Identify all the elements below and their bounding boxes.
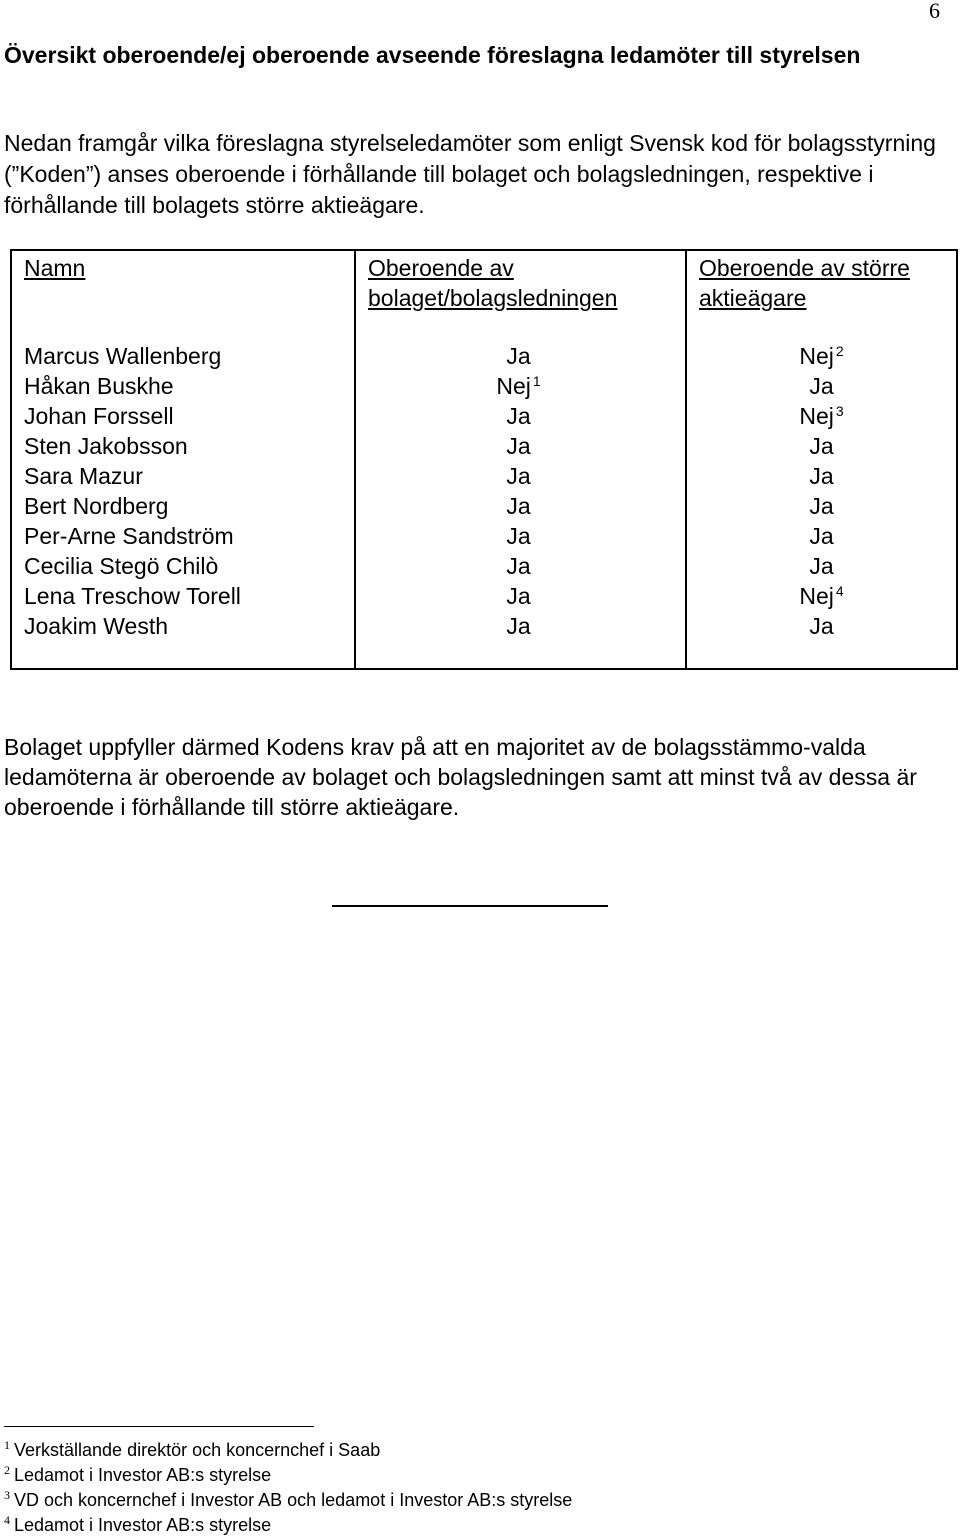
table-cell-shareholder-independence — [687, 581, 958, 611]
table-cell-company-independence — [356, 341, 685, 371]
table-cell-company-independence — [356, 551, 685, 581]
cell-value: Ja — [506, 553, 531, 579]
intro-paragraph: Nedan framgår vilka föreslagna styrelseledamöter som enligt Svensk kod för bolagsstyrning (”Koden”) anses oberoende i förhållande till bolaget och bolagsledningen, respektive i förhållande till bolagets större aktieägare. — [4, 130, 936, 218]
footnote-text: Ledamot i Investor AB:s styrelse — [14, 1465, 272, 1485]
footnotes — [4, 1438, 904, 1538]
footnote — [4, 1513, 904, 1538]
cell-value: Ja — [506, 613, 531, 639]
footnote-reference: 3 — [835, 403, 844, 419]
table-cell-name: Marcus Wallenberg — [24, 343, 222, 369]
shareholder-independence-column — [687, 251, 958, 641]
table-cell-shareholder-independence — [687, 461, 958, 491]
table-cell-shareholder-independence — [687, 401, 958, 431]
cell-value: Nej — [799, 403, 834, 429]
cell-value: Ja — [809, 373, 834, 399]
footnote-reference: 2 — [835, 343, 844, 359]
conclusion-paragraph: Bolaget uppfyller därmed Kodens krav på att en majoritet av de bolagsstämmo-valda ledamöterna är oberoende av bolaget och bolagsledningen samt att minst två av dessa är oberoende i förhållande till större aktieägare. — [4, 734, 917, 820]
table-cell-name: Joakim Westh — [24, 613, 169, 639]
table-cell-company-independence — [356, 611, 685, 641]
table-cell-shareholder-independence — [687, 611, 958, 641]
cell-value: Nej — [799, 583, 834, 609]
cell-value: Nej — [496, 373, 531, 399]
cell-value: Ja — [809, 493, 834, 519]
cell-value: Ja — [506, 433, 531, 459]
table-cell-company-independence — [356, 461, 685, 491]
cell-value: Ja — [506, 343, 531, 369]
footnote-mark: 1 — [4, 1438, 10, 1452]
table-cell-name: Sten Jakobsson — [24, 433, 188, 459]
footnote — [4, 1488, 904, 1513]
cell-value: Ja — [506, 493, 531, 519]
page-title: Översikt oberoende/ej oberoende avseende föreslagna ledamöter till styrelsen — [4, 42, 861, 68]
shareholder-independence-list — [687, 341, 958, 641]
cell-value: Ja — [506, 463, 531, 489]
footnote-mark: 2 — [4, 1463, 10, 1477]
table-cell-name: Bert Nordberg — [24, 493, 169, 519]
table-cell-name: Håkan Buskhe — [24, 373, 174, 399]
table-cell-shareholder-independence — [687, 371, 958, 401]
cell-value: Ja — [809, 553, 834, 579]
table-cell-shareholder-independence — [687, 491, 958, 521]
table-cell-company-independence — [356, 521, 685, 551]
company-independence-list — [356, 341, 685, 641]
footnote-text: VD och koncernchef i Investor AB och ledamot i Investor AB:s styrelse — [14, 1490, 573, 1510]
table-cell-company-independence — [356, 431, 685, 461]
cell-value: Ja — [506, 583, 531, 609]
footnote-text: Ledamot i Investor AB:s styrelse — [14, 1515, 272, 1535]
cell-value: Nej — [799, 343, 834, 369]
name-column — [24, 251, 344, 641]
table-cell-name: Johan Forssell — [24, 403, 174, 429]
header-company-independence: Oberoende av bolaget/bolagsledningen — [368, 255, 618, 311]
cell-value: Ja — [506, 403, 531, 429]
footnote-mark: 4 — [4, 1513, 10, 1527]
table-cell-shareholder-independence — [687, 431, 958, 461]
table-cell-name: Cecilia Stegö Chilò — [24, 553, 219, 579]
table-cell-company-independence — [356, 371, 685, 401]
company-independence-column — [356, 251, 685, 641]
table-cell-shareholder-independence — [687, 551, 958, 581]
header-shareholder-independence: Oberoende av större aktieägare — [699, 255, 910, 311]
cell-value: Ja — [809, 463, 834, 489]
name-list — [24, 341, 344, 641]
footnote — [4, 1463, 904, 1488]
table-cell-shareholder-independence — [687, 341, 958, 371]
header-name: Namn — [24, 255, 86, 281]
cell-value: Ja — [809, 523, 834, 549]
footnote-text: Verkställande direktör och koncernchef i Saab — [14, 1440, 381, 1460]
cell-value: Ja — [809, 433, 834, 459]
footnote-separator — [4, 1426, 314, 1427]
table-cell-shareholder-independence — [687, 521, 958, 551]
footnote-mark: 3 — [4, 1488, 10, 1502]
table-cell-name: Lena Treschow Torell — [24, 583, 241, 609]
independence-table — [10, 249, 958, 670]
section-divider — [332, 905, 608, 907]
table-cell-company-independence — [356, 401, 685, 431]
footnote-reference: 4 — [835, 583, 844, 599]
table-cell-company-independence — [356, 491, 685, 521]
footnote-reference: 1 — [532, 373, 541, 389]
cell-value: Ja — [809, 613, 834, 639]
table-cell-company-independence — [356, 581, 685, 611]
footnote — [4, 1438, 904, 1463]
table-cell-name: Sara Mazur — [24, 463, 143, 489]
table-cell-name: Per-Arne Sandström — [24, 523, 234, 549]
page-number: 6 — [929, 0, 940, 23]
cell-value: Ja — [506, 523, 531, 549]
